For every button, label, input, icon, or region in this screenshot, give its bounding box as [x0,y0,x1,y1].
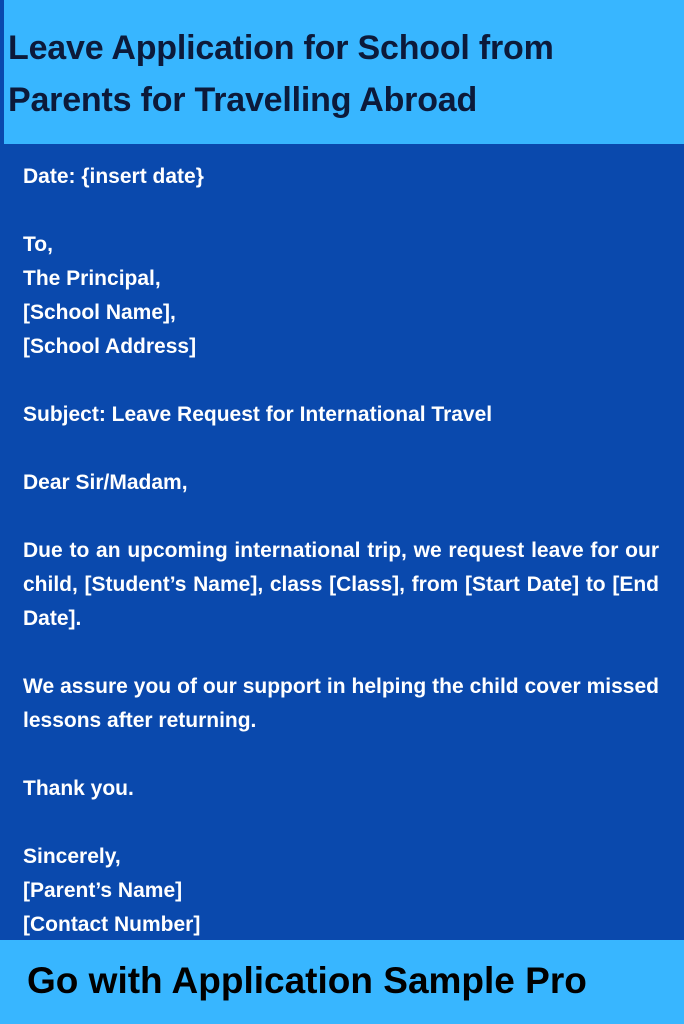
letter-closing: Sincerely, [23,845,121,868]
spacer [23,194,659,228]
letter-recipient: The Principal, [23,267,161,290]
spacer [23,364,659,398]
spacer [23,738,659,772]
spacer [23,636,659,670]
letter-paragraph-2: We assure you of our support in helping the child cover missed lessons after returning. [23,675,659,732]
letter-date: Date: {insert date} [23,165,204,188]
footer-text: Go with Application Sample Pro [27,960,587,1001]
letter-paragraph-1: Due to an upcoming international trip, we request leave for our child, [Student’s Name], class [Class], from [Start Date] to [End Date]. [23,539,659,630]
letter-salutation: Dear Sir/Madam, [23,471,188,494]
letter-to: To, [23,233,53,256]
spacer [23,432,659,466]
spacer [23,500,659,534]
letter-body [23,160,659,942]
header-banner [0,0,684,144]
letter-subject: Subject: Leave Request for International Travel [23,403,493,426]
page-title: Leave Application for School from Parents for Travelling Abroad [8,29,554,119]
letter-parent-name: [Parent’s Name] [23,879,183,902]
spacer [23,806,659,840]
letter-thanks: Thank you. [23,777,134,800]
footer-banner [0,940,684,1024]
letter-contact-number: [Contact Number] [23,913,201,936]
letter-school-address: [School Address] [23,335,197,358]
letter-school-name: [School Name], [23,301,176,324]
